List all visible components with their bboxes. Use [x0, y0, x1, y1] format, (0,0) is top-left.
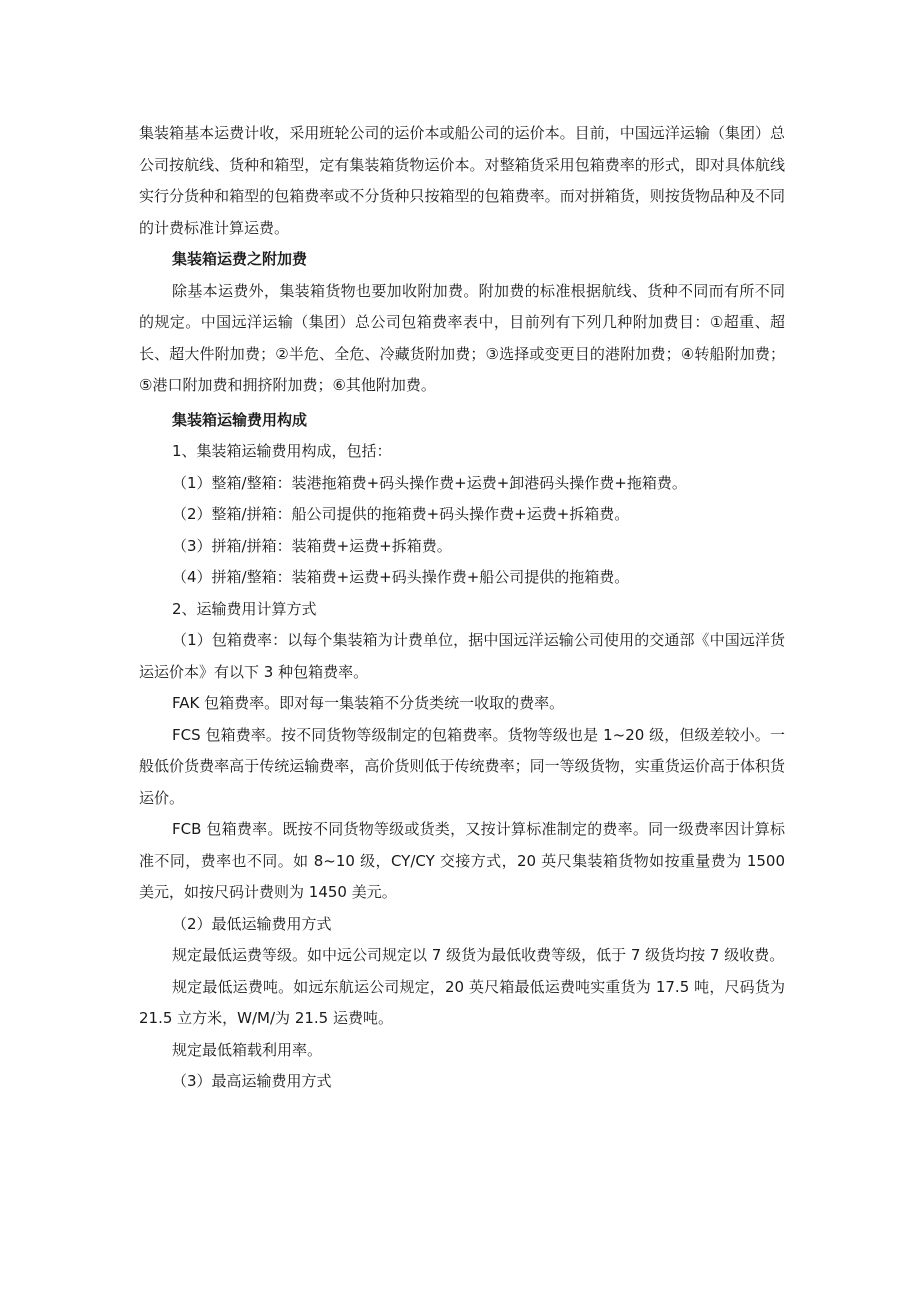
- paragraph-minimum-method: （2）最低运输费用方式: [172, 914, 332, 933]
- list-item-fcl-fcl: （1）整箱/整箱：装港拖箱费+码头操作费+运费+卸港码头操作费+拖箱费。: [172, 473, 687, 492]
- paragraph-fcb: FCB 包箱费率。既按不同货物等级或货类，又按计算标准制定的费率。同一级费率因计算标准不同，费率也不同。如 8~10 级，CY/CY 交接方式，20 英尺集装箱货物如按重量费为 1500 美元，如按尺码计费则为 1450 美元。: [139, 820, 785, 901]
- heading-surcharges: 集装箱运费之附加费: [172, 250, 308, 268]
- paragraph-minimum-ton: 规定最低运费吨。如远东航运公司规定，20 英尺箱最低运费吨实重货为 17.5 吨，尺码货为 21.5 立方米，W/M/为 21.5 运费吨。: [139, 977, 785, 1027]
- paragraph-fak: FAK 包箱费率。即对每一集装箱不分货类统一收取的费率。: [172, 694, 565, 712]
- paragraph-surcharges: 除基本运费外，集装箱货物也要加收附加费。附加费的标准根据航线、货种不同而有所不同的规定。中国远洋运输（集团）总公司包箱费率表中，目前列有下列几种附加费目：①超重、超长、超大件附加费；②半危、全危、冷藏货附加费；③选择或变更目的港附加费；④转船附加费；⑤港口附加费和拥挤附加费；⑥其他附加费。: [139, 281, 785, 394]
- paragraph-fcs: FCS 包箱费率。按不同货物等级制定的包箱费率。货物等级也是 1~20 级，但级差较小。一般低价货费率高于传统运输费率，高价货则低于传统费率；同一等级货物，实重货运价高于体积货运价。: [139, 725, 785, 807]
- paragraph-calc-methods: 2、运输费用计算方式: [172, 599, 317, 618]
- list-item-lcl-lcl: （3）拼箱/拼箱：装箱费+运费+拆箱费。: [172, 536, 452, 555]
- paragraph-box-rate: （1）包箱费率：以每个集装箱为计费单位，据中国远洋运输公司使用的交通部《中国远洋货运运价本》有以下 3 种包箱费率。: [139, 631, 785, 681]
- paragraph-cost-structure-intro: 1、集装箱运输费用构成，包括：: [172, 442, 392, 460]
- document-body: [139, 118, 785, 1098]
- heading-cost-structure: 集装箱运输费用构成: [172, 410, 308, 429]
- paragraph-minimum-utilization: 规定最低箱载利用率。: [172, 1040, 323, 1059]
- paragraph-maximum-method: （3）最高运输费用方式: [172, 1072, 332, 1090]
- paragraph-basic-freight: 集装箱基本运费计收，采用班轮公司的运价本或船公司的运价本。目前，中国远洋运输（集团）总公司按航线、货种和箱型，定有集装箱货物运价本。对整箱货采用包箱费率的形式，即对具体航线实行分货种和箱型的包箱费率或不分货种只按箱型的包箱费率。而对拼箱货，则按货物品种及不同的计费标准计算运费。: [139, 124, 785, 237]
- paragraph-minimum-class: 规定最低运费等级。如中远公司规定以 7 级货为最低收费等级，低于 7 级货均按 7 级收费。: [172, 946, 785, 964]
- list-item-fcl-lcl: （2）整箱/拼箱：船公司提供的拖箱费+码头操作费+运费+拆箱费。: [172, 505, 630, 523]
- list-item-lcl-fcl: （4）拼箱/整箱：装箱费+运费+码头操作费+船公司提供的拖箱费。: [172, 568, 630, 586]
